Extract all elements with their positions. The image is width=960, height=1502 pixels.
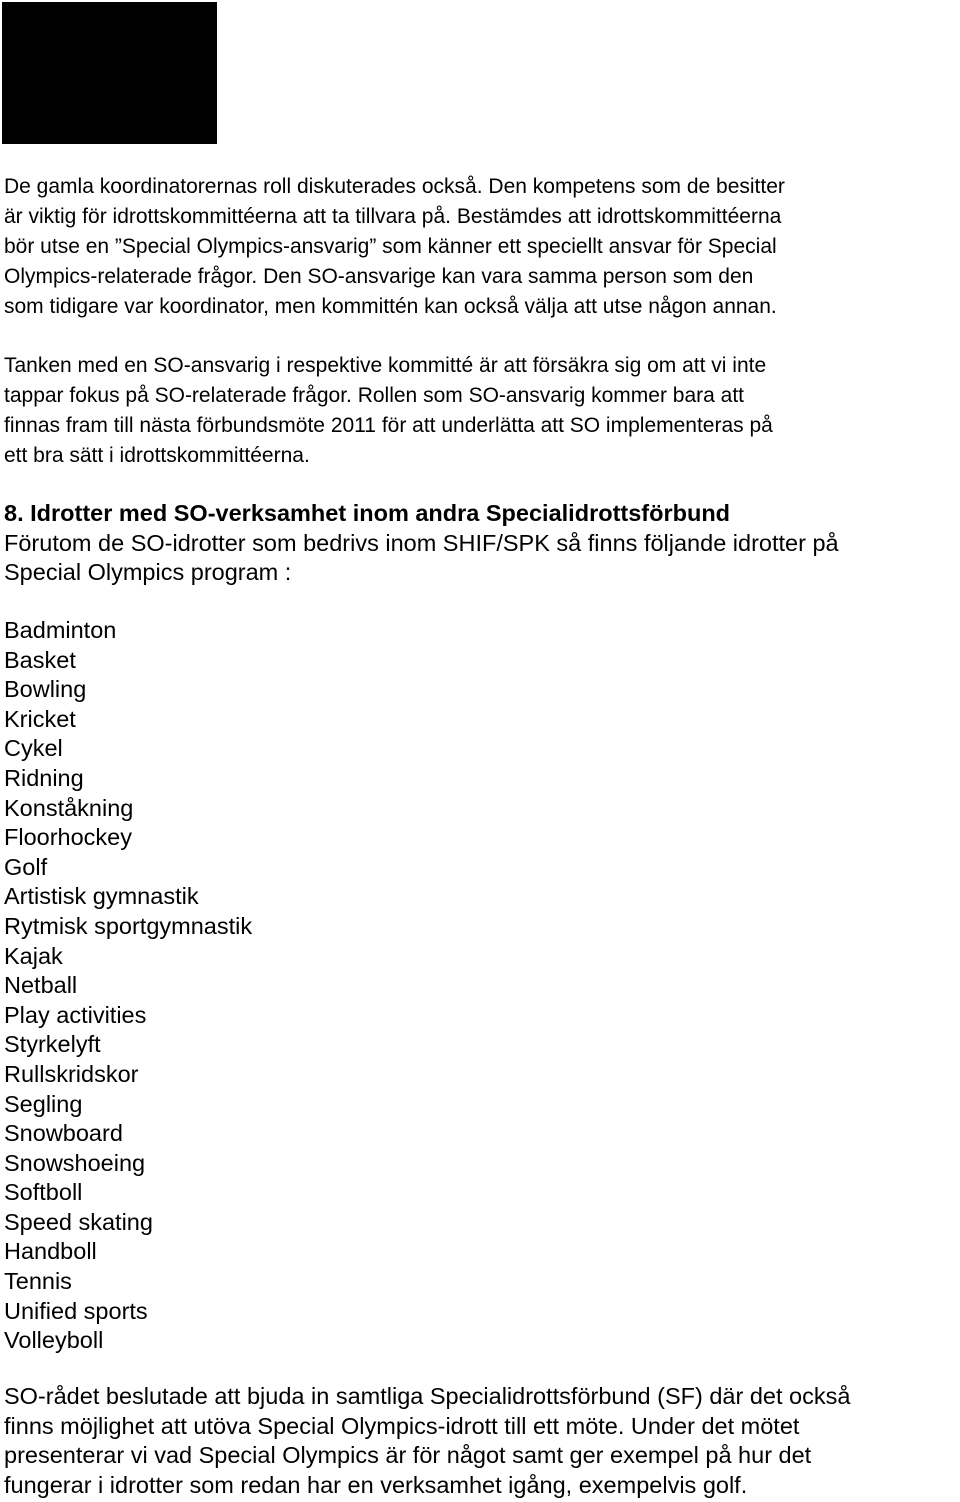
paragraph-so-radet [4,1382,956,1500]
list-item: Floorhockey [4,824,132,851]
list-item: Basket [4,646,76,673]
list-item: Volleyboll [4,1327,104,1354]
paragraph-koordinatorer [4,172,956,322]
list-item: Speed skating [4,1208,153,1235]
list-item: Badminton [4,617,117,643]
list-item: Snowshoeing [4,1149,146,1176]
text-line: finnas fram till nästa förbundsmöte 2011 för att underlätta att SO implementeras på [4,414,773,437]
list-item: Rullskridskor [4,1060,139,1087]
text-line: finns möjlighet att utöva Special Olympics-idrott till ett möte. Under det mötet [4,1412,800,1439]
list-item: Cykel [4,735,63,762]
list-item: Play activities [4,1001,147,1028]
paragraph-so-ansvarig [4,351,956,471]
text-line: som tidigare var koordinator, men kommittén kan också välja att utse någon annan. [4,295,777,318]
text-line: Olympics-relaterade frågor. Den SO-ansvarige kan vara samma person som den [4,265,754,288]
list-item: Bowling [4,676,87,703]
list-item: Styrkelyft [4,1031,101,1058]
list-item: Ridning [4,764,84,791]
sports-list [4,616,252,1356]
list-item: Rytmisk sportgymnastik [4,912,253,939]
list-item: Kajak [4,942,63,969]
text-line: Förutom de SO-idrotter som bedrivs inom SHIF/SPK så finns följande idrotter på [4,529,839,556]
text-line: De gamla koordinatorernas roll diskuterades också. Den kompetens som de besitter [4,175,785,198]
text-line: fungerar i idrotter som redan har en verksamhet igång, exempelvis golf. [4,1471,748,1498]
list-item: Segling [4,1090,83,1117]
text-line: ett bra sätt i idrottskommittéerna. [4,444,310,467]
text-line: Special Olympics program : [4,559,292,586]
text-line: presenterar vi vad Special Olympics är för något samt ger exempel på hur det [4,1442,812,1469]
list-item: Konståkning [4,794,134,821]
list-item: Handboll [4,1238,97,1265]
list-item: Snowboard [4,1120,123,1147]
text-line: tappar fokus på SO-relaterade frågor. Rollen som SO-ansvarig kommer bara att [4,384,745,407]
text-line: bör utse en ”Special Olympics-ansvarig” som känner ett speciellt ansvar för Special [4,235,777,258]
list-item: Tennis [4,1268,72,1295]
text-line: SO-rådet beslutade att bjuda in samtliga Specialidrottsförbund (SF) där det också [4,1383,851,1409]
list-item: Unified sports [4,1297,148,1324]
list-item: Artistisk gymnastik [4,883,199,910]
list-item: Kricket [4,705,76,732]
list-item: Golf [4,853,48,880]
section-heading: 8. Idrotter med SO-verksamhet inom andra Specialidrottsförbund [4,500,731,526]
list-item: Softboll [4,1179,83,1206]
text-line: Tanken med en SO-ansvarig i respektive kommitté är att försäkra sig om att vi inte [4,354,767,377]
section-8 [4,499,956,588]
black-image-block [2,2,217,144]
list-item: Netball [4,972,78,999]
text-line: är viktig för idrottskommittéerna att ta tillvara på. Bestämdes att idrottskommittéerna [4,205,782,228]
